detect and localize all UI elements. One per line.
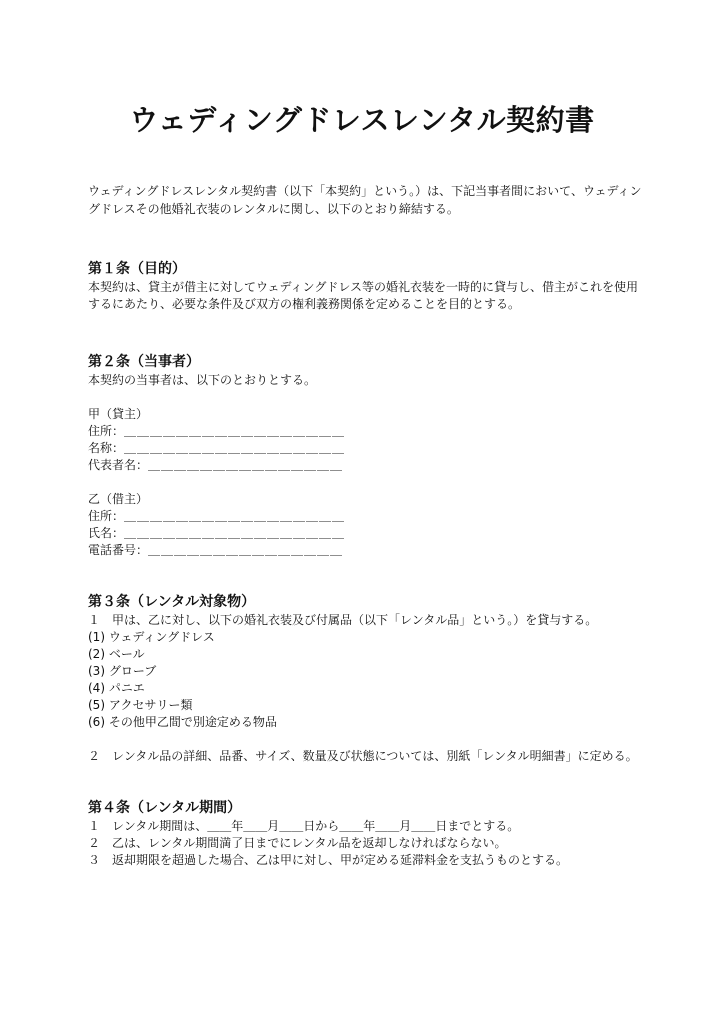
lender-label: 甲（貸主） <box>88 407 149 421</box>
article-1-heading: 第１条（目的） <box>88 261 186 277</box>
rental-item: (5) アクセサリー類 <box>88 698 193 712</box>
article-3-paragraph-1: １ 甲は、乙に対し、以下の婚礼衣装及び付属品（以下「レンタル品」という。）を貸与する。 <box>88 613 598 627</box>
lender-name-field <box>88 440 642 457</box>
blank-line: ＿＿＿＿＿＿＿＿＿＿＿＿＿＿＿＿＿ <box>124 441 346 455</box>
article-4-heading: 第４条（レンタル期間） <box>88 800 242 816</box>
borrower-block <box>88 491 642 559</box>
lender-block <box>88 406 642 474</box>
article-1 <box>88 260 642 313</box>
field-label: 氏名： <box>88 526 125 540</box>
document-title: ウェディングドレスレンタル契約書 <box>129 103 595 137</box>
rental-item: (4) パニエ <box>88 681 145 695</box>
article-2-heading: 第２条（当事者） <box>88 354 200 370</box>
blank-line: ＿＿＿＿＿＿＿＿＿＿＿＿＿＿＿＿＿ <box>124 424 346 438</box>
lender-representative-field <box>88 457 642 474</box>
article-3-heading: 第３条（レンタル対象物） <box>88 594 256 610</box>
borrower-address-field <box>88 508 642 525</box>
lender-address-field <box>88 423 642 440</box>
intro-paragraph: ウェディングドレスレンタル契約書（以下「本契約」という。）は、下記当事者間において、ウェディングドレスその他婚礼衣装のレンタルに関し、以下のとおり締結する。 <box>88 184 642 216</box>
rental-item: (6) その他甲乙間で別途定める物品 <box>88 715 277 729</box>
article-2-body: 本契約の当事者は、以下のとおりとする。 <box>88 373 317 387</box>
article-4 <box>88 799 642 869</box>
field-label: 住所： <box>88 424 125 438</box>
rental-item: (1) ウェディングドレス <box>88 630 215 644</box>
article-3-paragraph-2: ２ レンタル品の詳細、品番、サイズ、数量及び状態については、別紙「レンタル明細書」に定める。 <box>88 749 638 763</box>
article-4-line: ３ 返却期限を超過した場合、乙は甲に対し、甲が定める延滞料金を支払うものとする。 <box>88 853 569 867</box>
article-3 <box>88 593 642 765</box>
article-4-line: ２ 乙は、レンタル期間満了日までにレンタル品を返却しなければならない。 <box>88 836 507 850</box>
borrower-name-field <box>88 525 642 542</box>
article-2 <box>88 353 642 559</box>
rental-item: (2) ベール <box>88 647 145 661</box>
blank-line: ＿＿＿＿＿＿＿＿＿＿＿＿＿＿＿ <box>148 458 344 472</box>
blank-line: ＿＿＿＿＿＿＿＿＿＿＿＿＿＿＿＿＿ <box>124 526 346 540</box>
blank-line: ＿＿＿＿＿＿＿＿＿＿＿＿＿＿＿＿＿ <box>124 509 346 523</box>
article-4-line: １ レンタル期間は、＿＿年＿＿月＿＿日から＿＿年＿＿月＿＿日までとする。 <box>88 819 520 833</box>
field-label: 名称： <box>88 441 125 455</box>
rental-item: (3) グローブ <box>88 664 157 678</box>
field-label: 住所： <box>88 509 125 523</box>
borrower-label: 乙（借主） <box>88 492 149 506</box>
field-label: 代表者名： <box>88 458 149 472</box>
blank-line: ＿＿＿＿＿＿＿＿＿＿＿＿＿＿＿ <box>148 543 344 557</box>
field-label: 電話番号： <box>88 543 149 557</box>
article-1-body: 本契約は、貸主が借主に対してウェディングドレス等の婚礼衣装を一時的に貸与し、借主がこれを使用するにあたり、必要な条件及び双方の権利義務関係を定めることを目的とする。 <box>88 280 638 311</box>
borrower-phone-field <box>88 542 642 559</box>
